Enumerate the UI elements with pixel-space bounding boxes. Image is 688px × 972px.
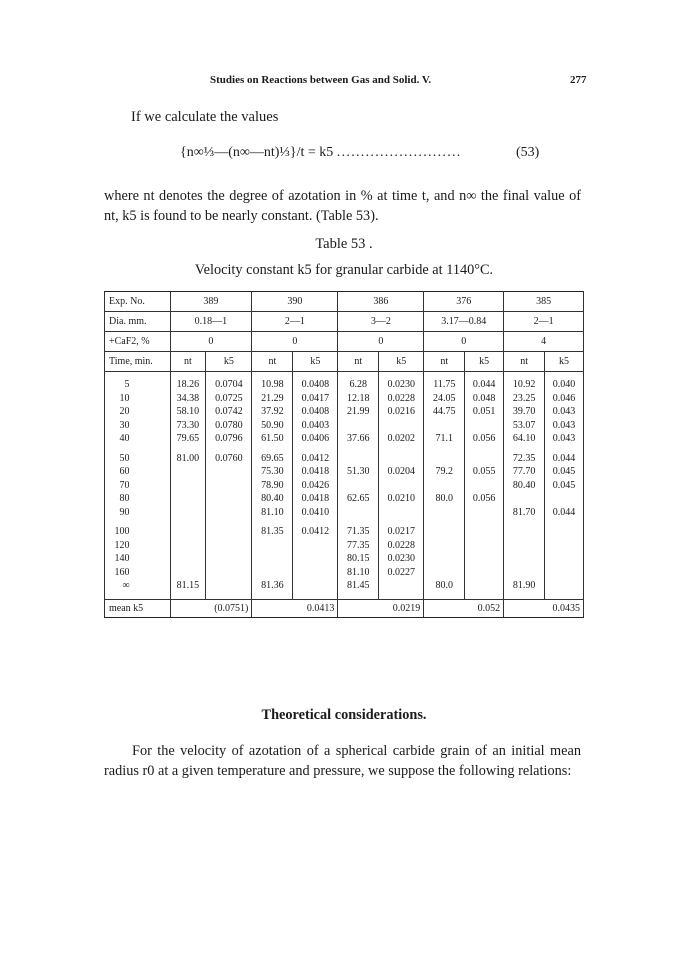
table-row [105,566,584,580]
table-row [105,372,584,392]
k5-cell: 0.051 [465,405,504,419]
exp-no-row-cell: 385 [504,292,584,312]
nt-cell [424,566,465,580]
nt-cell: 81.10 [338,566,379,580]
nt-cell [338,506,379,520]
k5-header: k5 [206,352,252,372]
k5-cell: 0.0230 [379,552,424,566]
equation-5-3 [180,145,560,161]
exp-no-row-cell: 376 [424,292,504,312]
time-header: Time, min. [105,352,171,372]
k5-cell [206,539,252,553]
caf2-row-cell: 0 [170,332,252,352]
k5-cell: 0.0408 [293,372,338,392]
k5-cell: 0.0228 [379,392,424,406]
k5-cell: 0.045 [545,479,584,493]
caf2-row-label: +CaF2, % [105,332,171,352]
k5-cell [545,539,584,553]
nt-cell [424,479,465,493]
k5-cell: 0.0230 [379,372,424,392]
nt-cell [170,479,206,493]
table-row [105,432,584,446]
k5-cell: 0.0412 [293,519,338,539]
nt-cell: 34.38 [170,392,206,406]
k5-cell: 0.0412 [293,446,338,466]
table-row [105,552,584,566]
exp-no-row-cell: 389 [170,292,252,312]
nt-cell: 80.40 [504,479,545,493]
nt-cell: 23.25 [504,392,545,406]
nt-cell [170,519,206,539]
caf2-row-cell: 4 [504,332,584,352]
nt-cell: 78.90 [252,479,293,493]
section-title: Theoretical considerations. [261,707,427,723]
intro-line: If we calculate the values [131,109,279,125]
time-cell: ∞ [105,579,171,599]
nt-cell [252,566,293,580]
nt-cell: 12.18 [338,392,379,406]
k5-cell [545,552,584,566]
nt-cell: 79.65 [170,432,206,446]
k5-cell: 0.0704 [206,372,252,392]
time-cell: 60 [105,465,171,479]
time-cell: 90 [105,506,171,520]
k5-cell: 0.040 [545,372,584,392]
time-cell: 80 [105,492,171,506]
nt-cell: 21.29 [252,392,293,406]
k5-cell [379,419,424,433]
nt-cell: 37.92 [252,405,293,419]
k5-cell [465,506,504,520]
dia-row-label: Dia. mm. [105,312,171,332]
k5-cell: 0.0216 [379,405,424,419]
k5-cell [206,492,252,506]
k5-cell: 0.0418 [293,492,338,506]
k5-cell: 0.048 [465,392,504,406]
nt-cell: 81.36 [252,579,293,599]
k5-cell: 0.044 [545,446,584,466]
k5-cell: 0.056 [465,432,504,446]
equation-number: (53) [516,145,540,160]
time-cell: 20 [105,405,171,419]
exp-no-row-cell: 386 [338,292,424,312]
nt-cell: 61.50 [252,432,293,446]
nt-cell [170,539,206,553]
time-cell: 70 [105,479,171,493]
k5-cell [206,579,252,599]
nt-cell [170,552,206,566]
nt-cell: 81.90 [504,579,545,599]
caf2-row-cell: 0 [252,332,338,352]
nt-cell: 81.45 [338,579,379,599]
nt-cell: 11.75 [424,372,465,392]
exp-no-row [105,292,584,312]
k5-cell [206,519,252,539]
k5-cell: 0.043 [545,432,584,446]
k5-cell: 0.0210 [379,492,424,506]
nt-header: nt [504,352,545,372]
k5-cell: 0.0217 [379,519,424,539]
k5-cell [293,579,338,599]
k5-cell: 0.044 [465,372,504,392]
k5-cell [465,552,504,566]
k5-cell [379,479,424,493]
nt-cell: 53.07 [504,419,545,433]
k5-cell: 0.0725 [206,392,252,406]
nt-cell: 58.10 [170,405,206,419]
k5-cell: 0.056 [465,492,504,506]
table-row [105,492,584,506]
k5-cell: 0.044 [545,506,584,520]
nt-cell: 51.30 [338,465,379,479]
nt-cell: 62.65 [338,492,379,506]
k5-cell [545,566,584,580]
nt-cell: 81.15 [170,579,206,599]
k5-cell [293,566,338,580]
running-title: Studies on Reactions between Gas and Solid. V. [210,74,432,86]
nt-cell: 6.28 [338,372,379,392]
nt-cell [338,419,379,433]
k5-cell: 0.0202 [379,432,424,446]
k5-cell: 0.0760 [206,446,252,466]
dia-row-cell: 2—1 [504,312,584,332]
nt-cell [170,506,206,520]
nt-cell: 81.35 [252,519,293,539]
dia-row-cell: 3.17—0.84 [424,312,504,332]
k5-header: k5 [293,352,338,372]
k5-cell [545,579,584,599]
table-row [105,519,584,539]
time-cell: 40 [105,432,171,446]
nt-cell: 77.35 [338,539,379,553]
nt-cell: 44.75 [424,405,465,419]
nt-cell: 39.70 [504,405,545,419]
table-row [105,506,584,520]
dia-row [105,312,584,332]
nt-cell: 10.92 [504,372,545,392]
dia-row-cell: 2—1 [252,312,338,332]
nt-cell [170,566,206,580]
nt-cell [424,446,465,466]
k5-cell [293,552,338,566]
nt-cell [424,519,465,539]
nt-cell: 81.10 [252,506,293,520]
k5-cell [379,506,424,520]
k5-cell: 0.055 [465,465,504,479]
caf2-row [105,332,584,352]
k5-cell [379,446,424,466]
nt-cell: 80.0 [424,492,465,506]
nt-cell: 71.1 [424,432,465,446]
k5-cell: 0.0418 [293,465,338,479]
k5-cell [465,579,504,599]
k5-cell [206,566,252,580]
nt-cell [504,552,545,566]
mean-k5-cell: 0.0219 [338,599,424,617]
nt-cell [252,552,293,566]
time-cell: 160 [105,566,171,580]
time-cell: 120 [105,539,171,553]
k5-cell: 0.0742 [206,405,252,419]
nt-header: nt [170,352,206,372]
nt-cell: 21.99 [338,405,379,419]
mean-k5-cell: 0.0413 [252,599,338,617]
dia-row-cell: 3—2 [338,312,424,332]
nt-header: nt [252,352,293,372]
table-caption: Table 53 . [315,236,373,252]
table-row [105,392,584,406]
nt-cell [170,492,206,506]
nt-cell [170,465,206,479]
table-row [105,419,584,433]
k5-header: k5 [379,352,424,372]
time-cell: 5 [105,372,171,392]
equation-lhs: {n∞⅓—(n∞—nt)⅓}/t = k5 [180,145,334,160]
k5-cell: 0.0228 [379,539,424,553]
table-row [105,446,584,466]
nt-cell [424,419,465,433]
nt-cell [252,539,293,553]
table-row [105,539,584,553]
nt-header: nt [424,352,465,372]
mean-k5-cell: 0.052 [424,599,504,617]
k5-cell [465,566,504,580]
k5-cell [465,419,504,433]
exp-no-row-cell: 390 [252,292,338,312]
nt-cell: 77.70 [504,465,545,479]
time-cell: 100 [105,519,171,539]
nt-cell: 80.15 [338,552,379,566]
paragraph-theory: For the velocity of azotation of a spherical carbide grain of an initial mean radius r0 at a given temperature and pressure, we suppose the following relations: [104,743,581,779]
nt-header: nt [338,352,379,372]
k5-cell [379,579,424,599]
k5-cell: 0.043 [545,419,584,433]
k5-cell: 0.0408 [293,405,338,419]
k5-cell [465,479,504,493]
nt-cell: 81.70 [504,506,545,520]
k5-cell [545,519,584,539]
mean-k5-cell: 0.0435 [504,599,584,617]
time-cell: 30 [105,419,171,433]
k5-cell: 0.0417 [293,392,338,406]
time-cell: 140 [105,552,171,566]
velocity-constant-table [104,291,584,618]
k5-cell: 0.0410 [293,506,338,520]
nt-cell [338,479,379,493]
nt-cell: 80.0 [424,579,465,599]
table-subcaption: Velocity constant k5 for granular carbide at 1140°C. [194,262,494,278]
caf2-row-cell: 0 [338,332,424,352]
mean-k5-row [105,599,584,617]
nt-cell: 73.30 [170,419,206,433]
paragraph-definition: where nt denotes the degree of azotation in % at time t, and n∞ the final value of nt, k5 is found to be nearly constant. (Table 53). [104,188,581,224]
k5-header: k5 [545,352,584,372]
nt-cell [424,552,465,566]
nt-cell [504,566,545,580]
equation-leader-dots: .......................... [336,145,462,160]
nt-cell [504,539,545,553]
time-cell: 50 [105,446,171,466]
nt-cell: 37.66 [338,432,379,446]
nt-cell [424,539,465,553]
nt-cell [338,446,379,466]
k5-cell [206,506,252,520]
k5-header: k5 [465,352,504,372]
k5-cell: 0.0204 [379,465,424,479]
k5-cell: 0.0796 [206,432,252,446]
nt-cell: 81.00 [170,446,206,466]
nt-cell [424,506,465,520]
k5-cell [206,465,252,479]
dia-row-cell: 0.18—1 [170,312,252,332]
k5-cell: 0.0426 [293,479,338,493]
table-row [105,465,584,479]
k5-cell [293,539,338,553]
nt-cell: 71.35 [338,519,379,539]
nt-cell: 18.26 [170,372,206,392]
k5-cell: 0.0406 [293,432,338,446]
table-row [105,405,584,419]
mean-label: mean k5 [105,599,171,617]
nt-cell [504,492,545,506]
table-row [105,479,584,493]
table-row [105,579,584,599]
k5-cell [465,539,504,553]
k5-cell: 0.0227 [379,566,424,580]
time-cell: 10 [105,392,171,406]
nt-cell: 50.90 [252,419,293,433]
nt-cell: 79.2 [424,465,465,479]
mean-k5-cell: (0.0751) [170,599,252,617]
k5-cell: 0.046 [545,392,584,406]
nt-cell: 80.40 [252,492,293,506]
nt-cell: 24.05 [424,392,465,406]
caf2-row-cell: 0 [424,332,504,352]
k5-cell [206,552,252,566]
k5-cell [206,479,252,493]
column-header-row [105,352,584,372]
page-number: 277 [570,74,587,86]
nt-cell: 72.35 [504,446,545,466]
nt-cell: 10.98 [252,372,293,392]
k5-cell: 0.0780 [206,419,252,433]
nt-cell: 75.30 [252,465,293,479]
k5-cell [465,519,504,539]
nt-cell [504,519,545,539]
exp-no-row-label: Exp. No. [105,292,171,312]
k5-cell: 0.0403 [293,419,338,433]
k5-cell [545,492,584,506]
k5-cell [465,446,504,466]
k5-cell: 0.043 [545,405,584,419]
k5-cell: 0.045 [545,465,584,479]
nt-cell: 69.65 [252,446,293,466]
nt-cell: 64.10 [504,432,545,446]
